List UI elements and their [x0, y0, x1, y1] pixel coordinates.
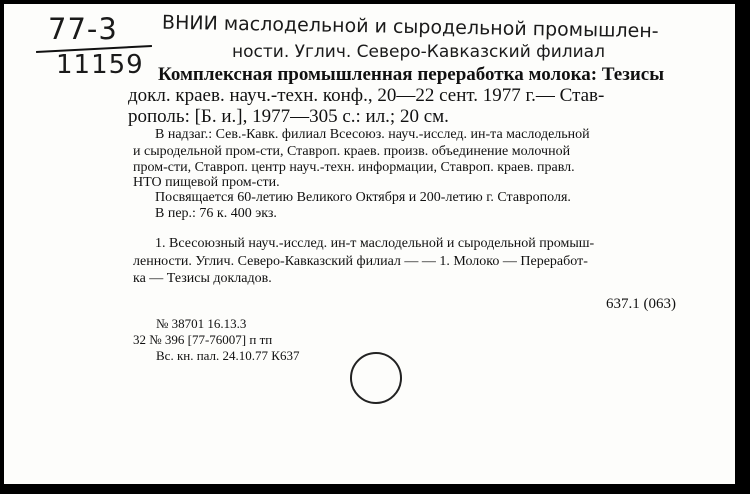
note-line-4: НТО пищевой пром-сти. — [133, 175, 280, 190]
handwritten-note-line-2: ности. Углич. Северо-Кавказский филиал — [232, 42, 605, 62]
note-line-6: В пер.: 76 к. 400 экз. — [155, 206, 277, 221]
note-line-2: и сыродельной пром-сти, Ставроп. краев. произв. объединение молочной — [133, 144, 571, 159]
tracing-line-1: 1. Всесоюзный науч.-исслед. ин-т маслодельной и сыродельной промыш- — [155, 236, 595, 251]
note-line-1: В надзаг.: Сев.-Кавк. филиал Всесоюз. науч.-исслед. ин-та маслодельной — [155, 127, 590, 142]
footer-line-2: 32 № 396 [77-76007] п тп — [133, 332, 273, 347]
title-line-3: рополь: [Б. и.], 1977—305 с.: ил.; 20 см. — [128, 106, 449, 127]
ink-stamp-circle — [350, 352, 402, 404]
note-line-3: пром-сти, Ставроп. центр науч.-техн. информации, Ставроп. краев. правл. — [133, 160, 575, 175]
title-line-2: докл. краев. науч.-техн. конф., 20—22 сент. 1977 г.— Став- — [128, 85, 605, 106]
handwritten-shelfmark-top: 77-3 — [48, 12, 118, 46]
tracing-line-3: ка — Тезисы докладов. — [133, 271, 272, 286]
footer-line-3: Вс. кн. пал. 24.10.77 К637 — [156, 348, 300, 363]
tracing-line-2: ленности. Углич. Северо-Кавказский филиал — — 1. Молоко — Переработ- — [133, 254, 588, 269]
note-line-5: Посвящается 60-летию Великого Октября и 200-летию г. Ставрополя. — [155, 190, 571, 205]
title-line-1: Комплексная промышленная переработка молока: Тезисы — [158, 64, 665, 85]
handwritten-shelfmark-bottom: 11159 — [56, 50, 144, 80]
classification-number: 637.1 (063) — [606, 296, 676, 312]
footer-line-1: № 38701 16.13.3 — [156, 316, 247, 331]
handwritten-note-line-1: ВНИИ маслодельной и сыродельной промышлен- — [161, 11, 659, 43]
